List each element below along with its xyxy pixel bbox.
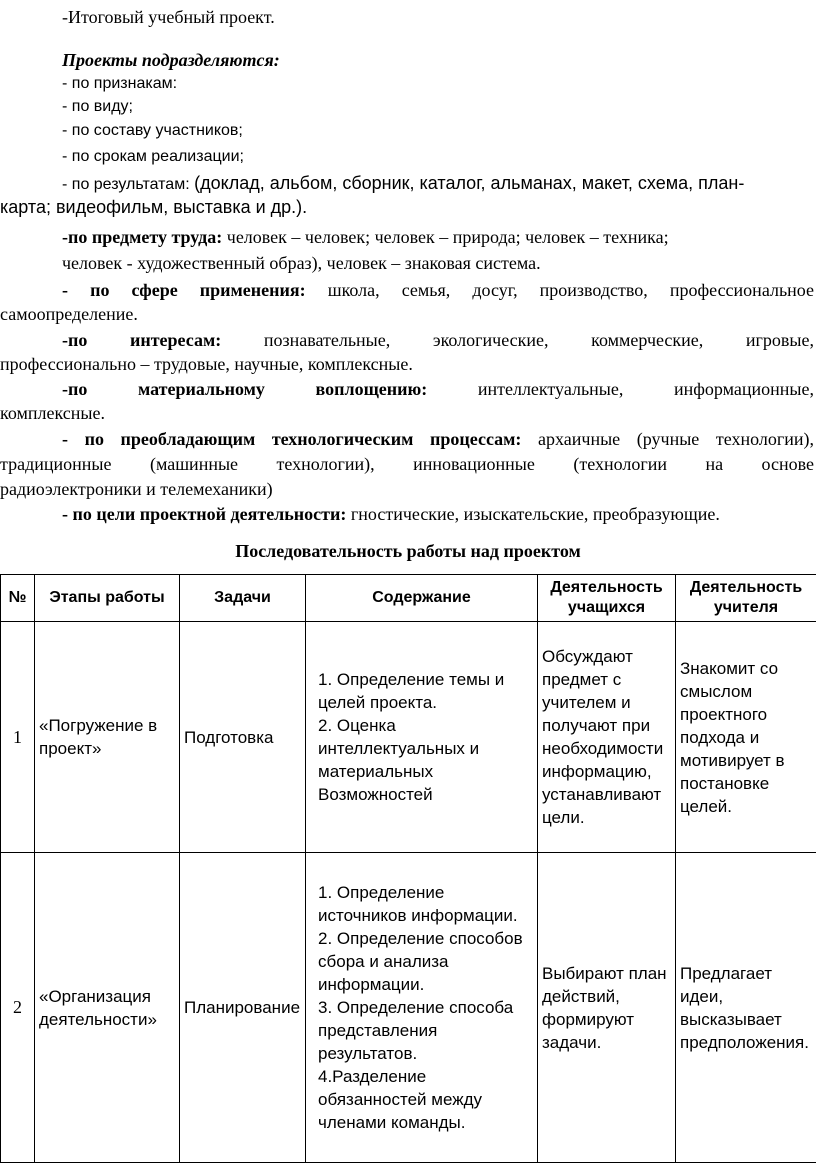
tech-text: архаичные (ручные технологии),	[538, 429, 815, 449]
row-task: Подготовка	[180, 622, 306, 853]
table-title: Последовательность работы над проектом	[235, 541, 581, 561]
interests-label: -по интересам:	[62, 330, 222, 350]
goal-line	[62, 503, 720, 525]
row-stage: «Погружение в проект»	[35, 622, 180, 853]
row-students: Выбирают план действий, формируют задачи.	[538, 853, 676, 1163]
material-text-cont: комплексные.	[0, 403, 105, 423]
material-line	[62, 378, 814, 400]
subject-text-cont: человек - художественный образ), человек – знаковая система.	[62, 253, 541, 273]
header-teacher: Деятельность учителя	[676, 575, 816, 622]
interests-text-cont: профессионально – трудовые, научные, комплексные.	[0, 354, 413, 374]
row-num: 2	[1, 853, 35, 1163]
table-row	[1, 853, 816, 1163]
material-label: -по материальному воплощению:	[62, 379, 428, 399]
goal-label: - по цели проектной деятельности:	[62, 504, 347, 524]
list-item-participants: - по составу участников;	[62, 122, 243, 139]
list-item-features: - по признакам:	[62, 75, 178, 92]
material-text: интеллектуальные, информационные,	[477, 379, 814, 399]
sphere-label: - по сфере применения:	[62, 280, 306, 300]
subject-line	[62, 226, 669, 248]
section-heading: Проекты подразделяются:	[62, 50, 280, 70]
tech-label: - по преобладающим технологическим процессам:	[62, 429, 522, 449]
subject-label: -по предмету труда:	[62, 227, 223, 247]
list-item-type: - по виду;	[62, 98, 133, 115]
sphere-text-cont: самоопределение.	[0, 304, 138, 324]
sphere-text: школа, семья, досуг, производство, профессиональное	[327, 280, 814, 300]
subject-text: человек – человек; человек – природа; человек – техника;	[226, 227, 669, 247]
row-num: 1	[1, 622, 35, 853]
table-header-row	[1, 575, 816, 622]
row-content: 1. Определение источников информации. 2. Определение способов сбора и анализа информации. 3. Определение способа представления результатов. 4.Разделение обязанностей между членами команды.	[306, 853, 538, 1163]
interests-text: познавательные, экологические, коммерческие, игровые,	[263, 330, 814, 350]
interests-line	[62, 329, 814, 351]
row-stage: «Организация деятельности»	[35, 853, 180, 1163]
row-students: Обсуждают предмет с учителем и получают при необходимости информацию, устанавливают цели.	[538, 622, 676, 853]
results-text-cont: карта; видеофильм, выставка и др.).	[0, 197, 308, 217]
row-task: Планирование	[180, 853, 306, 1163]
header-task: Задачи	[180, 575, 306, 622]
header-content: Содержание	[306, 575, 538, 622]
tech-text-cont-2: радиоэлектроники и телемеханики)	[0, 479, 273, 499]
goal-text: гностические, изыскательские, преобразующие.	[350, 504, 720, 524]
final-project-line: -Итоговый учебный проект.	[62, 7, 275, 27]
tech-text-cont: традиционные (машинные технологии), инновационные (технологии на основе	[0, 454, 814, 474]
header-stage: Этапы работы	[35, 575, 180, 622]
sphere-line	[62, 279, 814, 301]
row-content: 1. Определение темы и целей проекта. 2. Оценка интеллектуальных и материальных Возможностей	[306, 622, 538, 853]
list-item-results	[62, 172, 744, 196]
row-teacher: Предлагает идеи, высказывает предположения.	[676, 853, 816, 1163]
header-num: №	[1, 575, 35, 622]
header-students: Деятельность учащихся	[538, 575, 676, 622]
results-text: (доклад, альбом, сборник, каталог, альманах, макет, схема, план-	[194, 173, 745, 193]
tech-line	[62, 428, 814, 450]
results-label: - по результатам:	[62, 176, 190, 193]
table-row	[1, 622, 816, 853]
list-item-terms: - по срокам реализации;	[62, 148, 244, 165]
steps-table	[0, 574, 816, 1163]
row-teacher: Знакомит со смыслом проектного подхода и мотивирует в постановке целей.	[676, 622, 816, 853]
